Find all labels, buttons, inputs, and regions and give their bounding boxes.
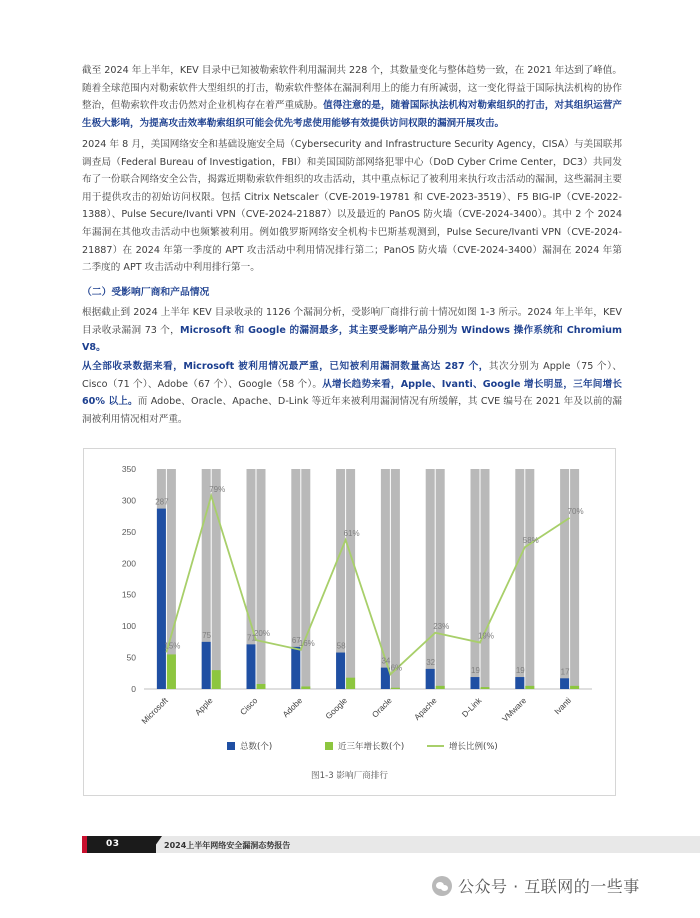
bar-total <box>426 669 435 689</box>
x-tick-label: Adobe <box>281 696 305 720</box>
watermark <box>432 874 640 897</box>
p4-segment-2: 从增长趋势来看，Apple、Ivanti、Google 增长明显，三年间增长 60% 以上。 <box>82 378 623 408</box>
line-growth-ratio <box>166 496 570 677</box>
legend-label-total: 总数(个) <box>240 742 273 752</box>
p4-segment-1: 其次分别为 Apple（75 个）、Cisco（71 个）、Adobe（67 个）、Google（58 个）。 <box>82 361 622 390</box>
footer-page-number: 03 <box>106 839 120 849</box>
p4-segment-0: 从全部收录数据来看，Microsoft 被利用情况最严重，已知被利用漏洞数量高达 287 个， <box>82 361 489 372</box>
footer-report-title: 2024上半年网络安全漏洞态势报告 <box>164 841 291 850</box>
x-tick-label: Apache <box>412 696 439 723</box>
chart-affected-vendors <box>83 448 616 796</box>
x-tick-label: D-Link <box>460 696 484 720</box>
y-tick-label: 250 <box>121 526 136 537</box>
bar-total <box>291 647 300 689</box>
data-label-ratio: 70% <box>567 506 584 516</box>
p2-segment-0: 2024 年 8 月，美国网络安全和基础设施安全局（Cybersecurity and Infrastructure Security Agency，CISA）与美国联邦调查局（Federal Bureau of Investigation，FBI）和美国国防部网络犯罪中心（DoD Cyber Crime Center，DC3）共同发布了一份联合网络安全公告，揭露近期勒索软件组织的攻击活动，其中重点标记了被利用来执行攻击活动的漏洞，这些漏洞主要用于提供攻击的初始访问权限。包括 Citrix Netscaler（CVE-2019-19781 和 CVE-2023-3519）、F5 BIG-IP（CVE-2022-1388）、Pulse Secure/Ivanti VPN（CVE-2024-21887）以及最近的 PanOS 防火墙（CVE-2024-3400）。其中 2 个 2024 年漏洞在其他攻击活动中也频繁被利用。例如俄罗斯网络安全机构卡巴斯基观测到，Pulse Secure/Ivanti VPN（CVE-2024-21887）在 2024 年第一季度的 APT 攻击活动中利用情况排行第二；PanOS 防火墙（CVE-2024-3400）漏洞在 2024 年第二季度的 APT 攻击活动中利用排行第一。 <box>82 139 622 274</box>
x-tick-label: Ivanti <box>552 696 574 717</box>
data-label-ratio: 23% <box>433 621 450 631</box>
data-label-total: 17 <box>560 667 570 677</box>
y-tick-label: 0 <box>131 684 136 694</box>
data-label-total: 287 <box>155 497 169 507</box>
paragraph-cisa-advisory <box>82 136 622 277</box>
data-label-total: 32 <box>426 657 436 667</box>
bar-total <box>157 509 166 689</box>
data-label-ratio: 58% <box>522 536 539 546</box>
data-label-ratio: 16% <box>298 638 315 648</box>
legend-swatch-growth <box>325 742 333 750</box>
p3-segment-0: 根据截止到 2024 上半年 KEV 目录收录的 1126 个漏洞分析，受影响厂商排行前十情况如图 1-3 所示。2024 年上半年，KEV 目录收录漏洞 73 个， <box>82 307 622 336</box>
y-tick-label: 50 <box>126 652 136 663</box>
data-label-total: 58 <box>336 641 346 651</box>
data-label-ratio: 20% <box>253 629 271 639</box>
bar-background-growth <box>525 469 534 689</box>
bar-total <box>560 678 569 689</box>
x-tick-label: Oracle <box>370 696 394 720</box>
bar-background-growth <box>301 469 310 689</box>
y-tick-label: 100 <box>121 621 136 632</box>
bar-growth <box>481 687 490 689</box>
bar-total <box>202 642 211 689</box>
bar-background-growth <box>570 469 579 689</box>
chart-caption: 图1-3 影响厂商排行 <box>311 771 388 781</box>
bar-growth <box>525 686 534 689</box>
data-label-ratio: 15% <box>164 641 181 651</box>
p1-segment-1: 值得注意的是，随着国际执法机构对勒索组织的打击，对其组织运营产生极大影响，为提高攻击效率勒索组织可能会优先考虑使用能够有效提供访问权限的漏洞开展攻击。 <box>82 100 622 129</box>
bar-growth <box>257 684 266 689</box>
paragraph-vendor-trend <box>82 358 622 428</box>
data-label-ratio: 19% <box>477 631 495 641</box>
data-label-ratio: 79% <box>209 484 226 494</box>
y-tick-label: 200 <box>121 558 136 569</box>
x-tick-label: Cisco <box>238 696 260 717</box>
bar-growth <box>436 686 445 689</box>
bar-growth <box>391 688 400 689</box>
bar-total <box>336 653 345 689</box>
bar-total <box>515 677 524 689</box>
data-label-total: 19 <box>471 666 480 676</box>
x-tick-label: Microsoft <box>139 696 170 726</box>
bar-background-total <box>426 469 435 689</box>
bar-total <box>247 644 256 689</box>
wechat-icon <box>432 876 452 896</box>
data-label-total: 67 <box>291 635 301 645</box>
bar-total <box>471 677 480 689</box>
chart-svg <box>84 449 617 797</box>
bar-growth <box>301 686 310 689</box>
data-label-total: 71 <box>247 633 256 643</box>
bar-growth <box>570 686 579 689</box>
y-tick-label: 300 <box>121 495 136 506</box>
y-tick-label: 150 <box>121 589 136 600</box>
p3-segment-1: Microsoft 和 Google 的漏洞最多，其主要受影响产品分别为 Windows 操作系统和 Chromium V8。 <box>82 324 622 354</box>
bar-background-growth <box>391 469 400 689</box>
data-label-total: 34 <box>381 656 391 666</box>
x-tick-label: Apple <box>193 696 215 718</box>
data-label-total: 19 <box>515 666 525 676</box>
section-title: （二）受影响厂商和产品情况 <box>82 287 210 298</box>
bar-growth <box>167 654 176 689</box>
bar-background-total <box>471 469 480 689</box>
paragraph-ransomware <box>82 62 622 132</box>
bar-growth <box>212 670 221 689</box>
data-label-ratio: 6% <box>390 663 403 673</box>
footer-slant <box>150 836 162 853</box>
x-tick-label: Google <box>323 696 350 722</box>
bar-background-growth <box>346 469 355 689</box>
legend-swatch-total <box>227 742 235 750</box>
bar-background-total <box>560 469 569 689</box>
bar-background-growth <box>481 469 490 689</box>
y-tick-label: 350 <box>121 464 136 474</box>
x-tick-label: VMware <box>500 696 529 724</box>
bar-background-growth <box>436 469 445 689</box>
bar-growth <box>346 678 355 689</box>
bar-background-growth <box>257 469 266 689</box>
data-label-total: 75 <box>202 630 212 640</box>
legend-label-ratio: 增长比例(%) <box>449 742 498 752</box>
legend-label-growth: 近三年增长数(个) <box>338 742 405 752</box>
bar-background-total <box>515 469 524 689</box>
p1-segment-0: 截至 2024 年上半年，KEV 目录中已知被勒索软件利用漏洞共 228 个，其数量变化与整体趋势一致，在 2021 年达到了峰值。随着全球范围内对勒索软件大型组织的打击，勒索软件整体在漏洞利用上的能力有所减弱，这一变化得益于国际执法机构的协作整治，但勒索软件攻击仍然对企业机构存在着严重威胁。 <box>82 65 622 112</box>
paragraph-vendor-analysis <box>82 304 622 357</box>
p4-segment-3: 而 Adobe、Oracle、Apache、D-Link 等近年来被利用漏洞情况有所缓解，其 CVE 编号在 2021 年及以前的漏洞被利用情况相对严重。 <box>82 396 622 425</box>
watermark-text: 公众号 · 互联网的一些事 <box>458 877 640 896</box>
data-label-ratio: 61% <box>343 528 360 538</box>
